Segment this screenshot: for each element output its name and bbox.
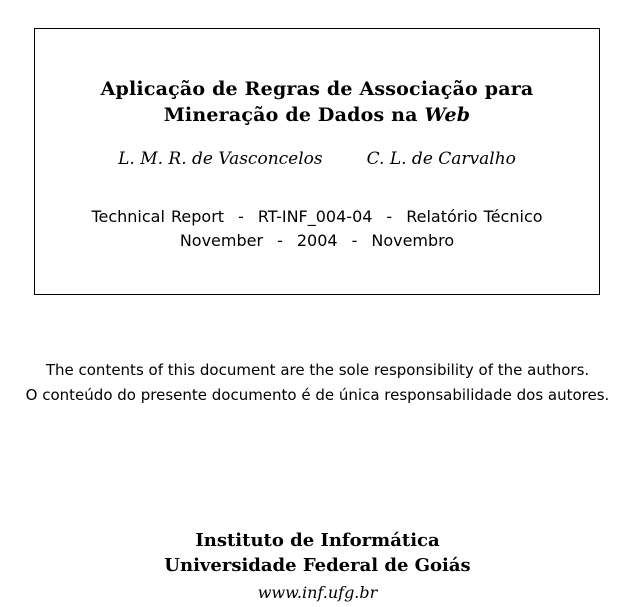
report-year: 2004	[296, 231, 338, 250]
author-1: L. M. R. de Vasconcelos	[118, 149, 323, 169]
separator: -	[351, 231, 358, 250]
authors-line	[35, 148, 599, 170]
title-line-2-text: Mineração de Dados na	[163, 104, 418, 126]
website-url: www.inf.ufg.br	[257, 583, 378, 602]
report-type-en: Technical Report	[91, 207, 225, 226]
report-date-line	[35, 230, 599, 252]
separator: -	[238, 207, 244, 226]
university-name: Universidade Federal de Goiás	[164, 555, 471, 576]
title-emphasis-web: Web	[424, 104, 471, 126]
separator: -	[386, 207, 393, 226]
author-2: C. L. de Carvalho	[366, 149, 516, 169]
separator: -	[277, 231, 283, 250]
report-number: RT-INF_004-04	[257, 207, 373, 226]
institute-name: Instituto de Informática	[195, 530, 440, 551]
report-month-en: November	[179, 231, 264, 250]
cover-box	[34, 28, 600, 295]
report-type-pt: Relatório Técnico	[406, 207, 543, 226]
title-line-2	[35, 102, 599, 128]
responsibility-notice-pt: O conteúdo do presente documento é de única responsabilidade dos autores.	[25, 386, 610, 404]
report-info-line	[35, 206, 599, 228]
responsibility-notice-en: The contents of this document are the sole responsibility of the authors.	[45, 361, 590, 379]
report-month-pt: Novembro	[371, 231, 455, 250]
title-line-1: Aplicação de Regras de Associação para	[100, 78, 534, 100]
